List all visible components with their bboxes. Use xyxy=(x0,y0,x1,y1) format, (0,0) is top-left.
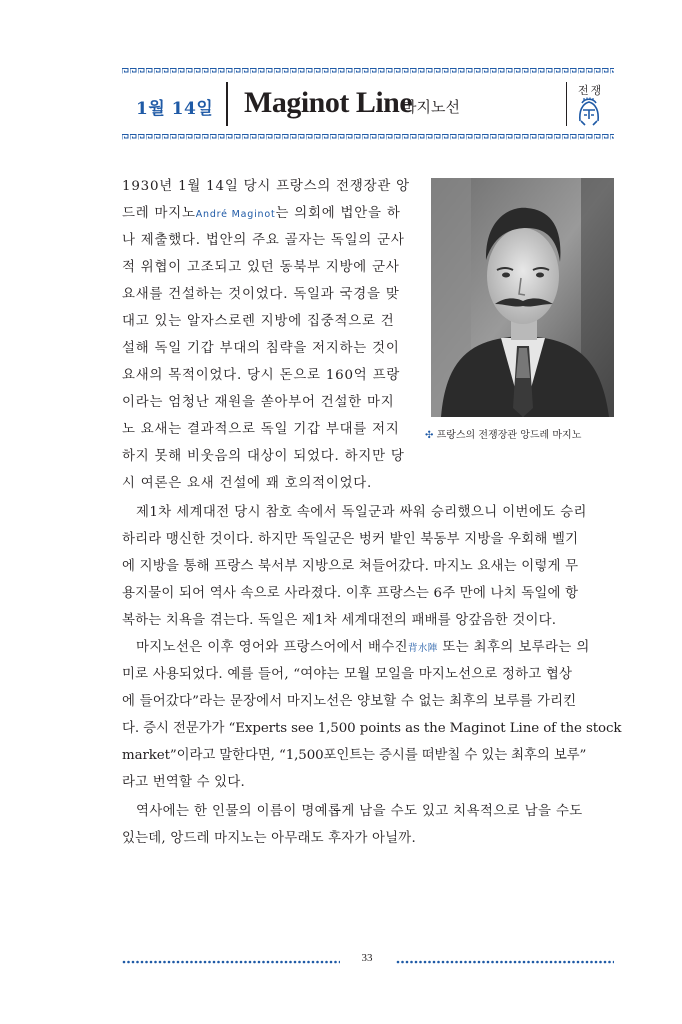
name-annotation: André Maginot xyxy=(195,209,276,220)
category-label: 전쟁 xyxy=(578,84,604,97)
text-line: 다. 증시 전문가가 “Experts see 1,500 points as the Maginot Line of the stock xyxy=(122,721,622,736)
text-line: 하지 못해 비웃음의 대상이 되었다. 하지만 당 xyxy=(122,449,405,464)
text-line: 대고 있는 알자스로렌 지방에 집중적으로 건 xyxy=(122,314,395,329)
header-divider xyxy=(226,82,228,126)
text-line: 시 여론은 요새 건설에 꽤 호의적이었다. xyxy=(122,476,373,491)
badge-divider xyxy=(566,82,567,126)
text-line: 요새의 목적이었다. 당시 돈으로 160억 프랑 xyxy=(122,368,401,383)
spartan-helmet-icon xyxy=(574,97,604,127)
text-line: 하리라 맹신한 것이다. 하지만 독일군은 벙커 밭인 북동부 지방을 우회해 벨기 xyxy=(122,532,579,547)
entry-date: 1월 14일 xyxy=(136,99,214,119)
entry-title: Maginot Line xyxy=(244,86,413,119)
text-line: market”이라고 말한다면, “1,500포인트는 증시를 떠받칠 수 있는 최후의 보루” xyxy=(122,748,587,763)
caption-mark-icon: ✣ xyxy=(425,430,434,441)
text-span: 는 의회에 법안을 하 xyxy=(275,206,401,221)
photo-caption xyxy=(425,426,581,441)
caption-text: 프랑스의 전쟁장관 앙드레 마지노 xyxy=(436,430,582,441)
text-line: 복하는 치욕을 겪는다. 독일은 제1차 세계대전의 패배를 앙갚음한 것이다. xyxy=(122,613,557,628)
text-line: 미로 사용되었다. 예를 들어, “여야는 모월 모일을 마지노선으로 정하고 협상 xyxy=(122,667,573,682)
hanja-annotation: 背水陣 xyxy=(408,643,438,654)
text-line: 이라는 엄청난 재원을 쏟아부어 건설한 마지 xyxy=(122,395,395,410)
text-line xyxy=(136,634,590,662)
text-line: 설해 독일 기갑 부대의 침략을 저지하는 것이 xyxy=(122,341,400,356)
top-meander-border xyxy=(122,68,614,74)
text-line: 요새를 건설하는 것이었다. 독일과 국경을 맞 xyxy=(122,287,400,302)
bottom-meander-border xyxy=(122,134,614,140)
text-line: 용지물이 되어 역사 속으로 사라졌다. 이후 프랑스는 6주 만에 나치 독일에 항 xyxy=(122,586,579,601)
chapter-header xyxy=(122,80,614,130)
text-line: 노 요새는 결과적으로 독일 기갑 부대를 저지 xyxy=(122,422,400,437)
footer-dots-left xyxy=(122,959,340,965)
text-span: 마지노선은 이후 영어와 프랑스어에서 배수진 xyxy=(136,640,408,655)
text-line: 에 들어갔다”라는 문장에서 마지노선은 양보할 수 없는 최후의 보루를 가리킨 xyxy=(122,694,577,709)
page-number: 33 xyxy=(361,952,373,964)
text-line: 라고 번역할 수 있다. xyxy=(122,775,245,790)
text-line: 적 위협이 고조되고 있던 동북부 지방에 군사 xyxy=(122,260,400,275)
text-line: 제1차 세계대전 당시 참호 속에서 독일군과 싸워 승리했으니 이번에도 승리 xyxy=(136,505,587,520)
text-line: 역사에는 한 인물의 이름이 명예롭게 남을 수도 있고 치욕적으로 남을 수도 xyxy=(136,804,583,819)
maginot-portrait-photo xyxy=(431,178,614,417)
text-line: 있는데, 앙드레 마지노는 아무래도 후자가 아닐까. xyxy=(122,831,416,846)
text-span: 드레 마지노 xyxy=(122,206,196,221)
text-span: 또는 최후의 보루라는 의 xyxy=(437,640,590,655)
footer-dots-right xyxy=(396,959,614,965)
text-line: 에 지방을 통해 프랑스 북서부 지방으로 쳐들어갔다. 마지노 요새는 이렇게 무 xyxy=(122,559,579,574)
text-line xyxy=(122,200,401,228)
text-line: 나 제출했다. 법안의 주요 골자는 독일의 군사 xyxy=(122,233,405,248)
entry-subtitle: 마지노선 xyxy=(402,98,460,116)
text-line: 1930년 1월 14일 당시 프랑스의 전쟁장관 앙 xyxy=(122,179,410,194)
